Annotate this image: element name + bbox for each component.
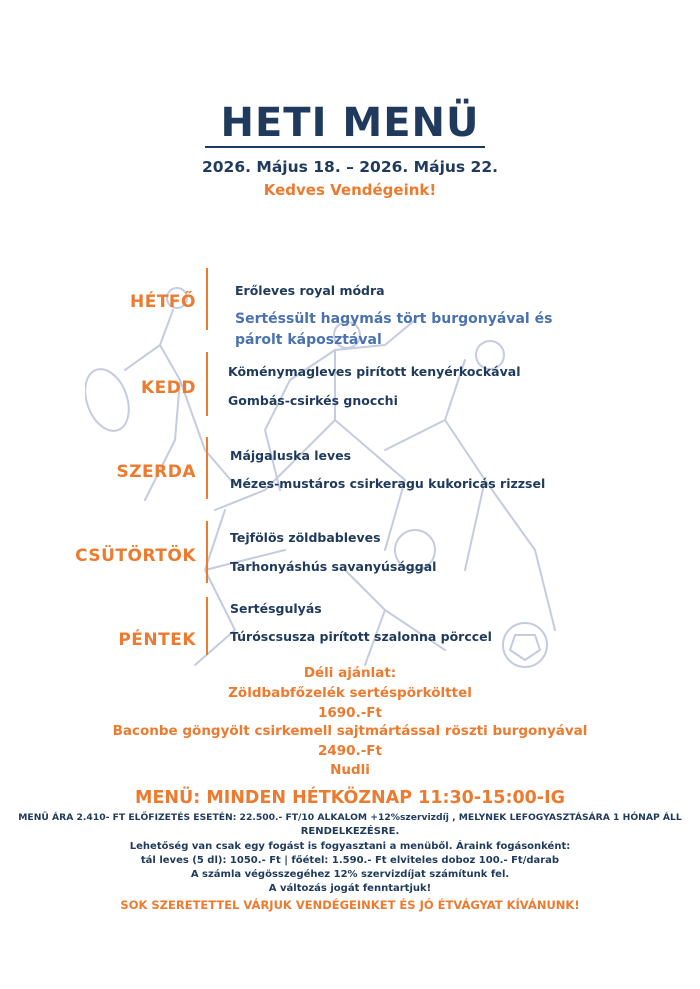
special-item: Nudli bbox=[330, 762, 370, 778]
special-price: 1690.-Ft bbox=[318, 705, 382, 721]
info-line: Lehetőség van csak egy fogást is fogyasztani a menüből. Áraink fogásonként: bbox=[129, 841, 571, 852]
day-divider bbox=[206, 268, 208, 330]
friday-soup: Sertésgulyás bbox=[230, 601, 322, 616]
day-label-monday: HÉTFŐ bbox=[129, 292, 196, 312]
wednesday-main: Mézes-mustáros csirkeragu kukoricás rizzsel bbox=[230, 476, 546, 491]
day-divider bbox=[206, 352, 208, 416]
menu-price-info-cont: RENDELKEZÉSRE. bbox=[300, 826, 400, 837]
day-divider bbox=[206, 437, 208, 499]
thursday-soup: Tejfölös zöldbableves bbox=[230, 530, 381, 545]
monday-main: Sertéssült hagymás tört burgonyával és párolt káposztával bbox=[235, 311, 553, 348]
specials-heading: Déli ajánlat: bbox=[303, 665, 397, 681]
wednesday-soup: Májgaluska leves bbox=[230, 448, 352, 463]
tuesday-soup: Köménymagleves pirított kenyérkockával bbox=[228, 364, 521, 379]
week-dates: 2026. Május 18. – 2026. Május 22. bbox=[201, 158, 498, 176]
info-line: A változás jogát fenntartjuk! bbox=[268, 883, 432, 894]
thursday-main: Tarhonyáshús savanyúsággal bbox=[230, 559, 437, 574]
special-item: Zöldbabfőzelék sertéspörkölttel bbox=[228, 685, 472, 701]
day-divider bbox=[206, 521, 208, 583]
special-item: Baconbe göngyölt csirkemell sajtmártással röszti burgonyával bbox=[112, 723, 588, 739]
day-label-thursday: CSÜTÖRTÖK bbox=[75, 546, 196, 566]
day-label-friday: PÉNTEK bbox=[118, 630, 196, 650]
monday-soup: Erőleves royal módra bbox=[235, 283, 385, 298]
info-line: A számla végösszegéhez 12% szervizdíjat számítunk fel. bbox=[190, 869, 510, 880]
page-title: HETI MENÜ bbox=[220, 100, 480, 146]
title-underline bbox=[205, 146, 485, 148]
info-line: tál leves (5 dl): 1050.- Ft | főétel: 1.590.- Ft elviteles doboz 100.- Ft/darab bbox=[140, 855, 560, 866]
menu-hours: MENÜ: MINDEN HÉTKÖZNAP 11:30-15:00-IG bbox=[135, 788, 565, 808]
day-divider bbox=[206, 597, 208, 655]
closing-message: SOK SZERETETTEL VÁRJUK VENDÉGEINKET ÉS JÓ ÉTVÁGYAT KÍVÁNUNK! bbox=[120, 898, 580, 912]
day-label-tuesday: KEDD bbox=[140, 378, 196, 398]
friday-main: Túróscsusza pirított szalonna pörccel bbox=[230, 629, 492, 644]
menu-price-info: MENÜ ÁRA 2.410- FT ELŐFIZETÉS ESETÉN: 22.500.- FT/10 ALKALOM +12%szervizdíj , MELYNEK LEFOGYASZTÁSÁRA 1 HÓNAP ÁLL bbox=[18, 812, 682, 823]
day-label-wednesday: SZERDA bbox=[116, 462, 196, 482]
special-price: 2490.-Ft bbox=[318, 743, 382, 759]
greeting: Kedves Vendégeink! bbox=[263, 181, 437, 199]
tuesday-main: Gombás-csirkés gnocchi bbox=[228, 393, 398, 408]
